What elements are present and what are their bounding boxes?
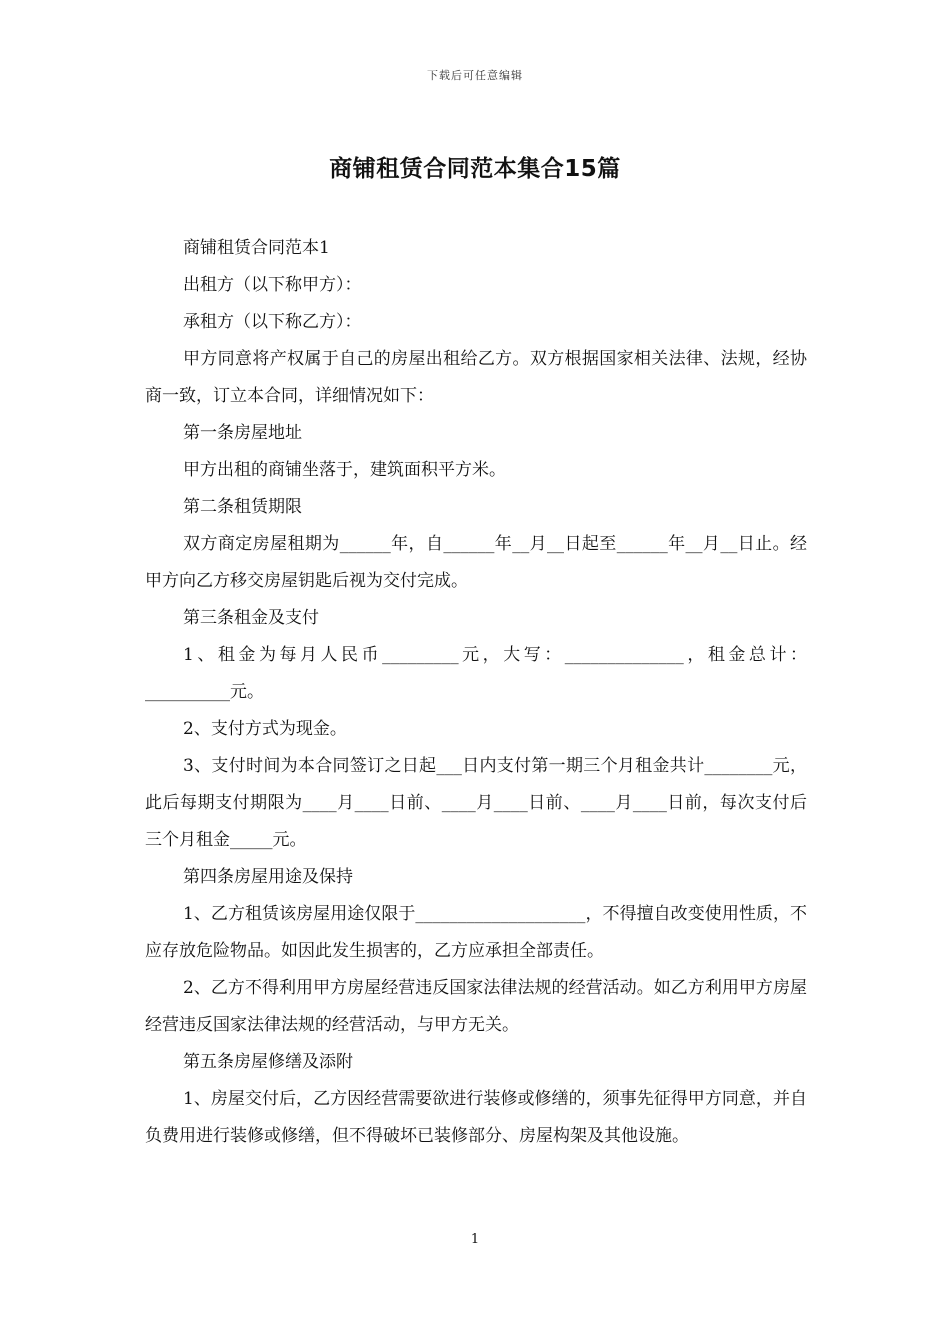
article-2-heading: 第二条租赁期限 <box>183 497 302 517</box>
lessee-line: 承租方（以下称乙方）： <box>183 312 362 332</box>
document-title: 商铺租赁合同范本集合15篇 <box>329 156 621 182</box>
article-4-item-1: 1、乙方租赁该房屋用途仅限于____________________，不得擅自改变使用性质，不应存放危险物品。如因此发生损害的，乙方应承担全部责任。 <box>145 904 807 961</box>
article-4-item-2: 2、乙方不得利用甲方房屋经营违反国家法律法规的经营活动。如乙方利用甲方房屋经营违反国家法律法规的经营活动，与甲方无关。 <box>145 978 807 1035</box>
article-1-text: 甲方出租的商铺坐落于，建筑面积平方米。 <box>183 460 506 480</box>
article-1-heading: 第一条房屋地址 <box>183 423 302 443</box>
article-2-text: 双方商定房屋租期为______年，自______年__月__日起至______年__月__日止。经甲方向乙方移交房屋钥匙后视为交付完成。 <box>145 534 807 591</box>
header-note: 下载后可任意编辑 <box>427 69 523 82</box>
contract-heading: 商铺租赁合同范本1 <box>183 238 330 258</box>
lessor-line: 出租方（以下称甲方）： <box>183 275 362 295</box>
page-number: 1 <box>470 1232 480 1247</box>
article-3-item-1: 1、租金为每月人民币_________元，大写：______________，租金总计：__________元。 <box>145 645 807 702</box>
article-3-heading: 第三条租金及支付 <box>183 608 319 628</box>
article-3-item-3: 3、支付时间为本合同签订之日起___日内支付第一期三个月租金共计________元，此后每期支付期限为____月____日前、____月____日前、____月____日前，每次支付后三个月租金_____元。 <box>145 756 807 850</box>
intro-paragraph: 甲方同意将产权属于自己的房屋出租给乙方。双方根据国家相关法律、法规，经协商一致，订立本合同，详细情况如下： <box>145 349 807 406</box>
article-4-heading: 第四条房屋用途及保持 <box>183 867 353 887</box>
article-3-item-2: 2、支付方式为现金。 <box>183 719 347 739</box>
article-5-heading: 第五条房屋修缮及添附 <box>183 1052 353 1072</box>
article-5-item-1: 1、房屋交付后，乙方因经营需要欲进行装修或修缮的，须事先征得甲方同意，并自负费用进行装修或修缮，但不得破坏已装修部分、房屋构架及其他设施。 <box>145 1089 807 1146</box>
document-body <box>145 230 807 1155</box>
